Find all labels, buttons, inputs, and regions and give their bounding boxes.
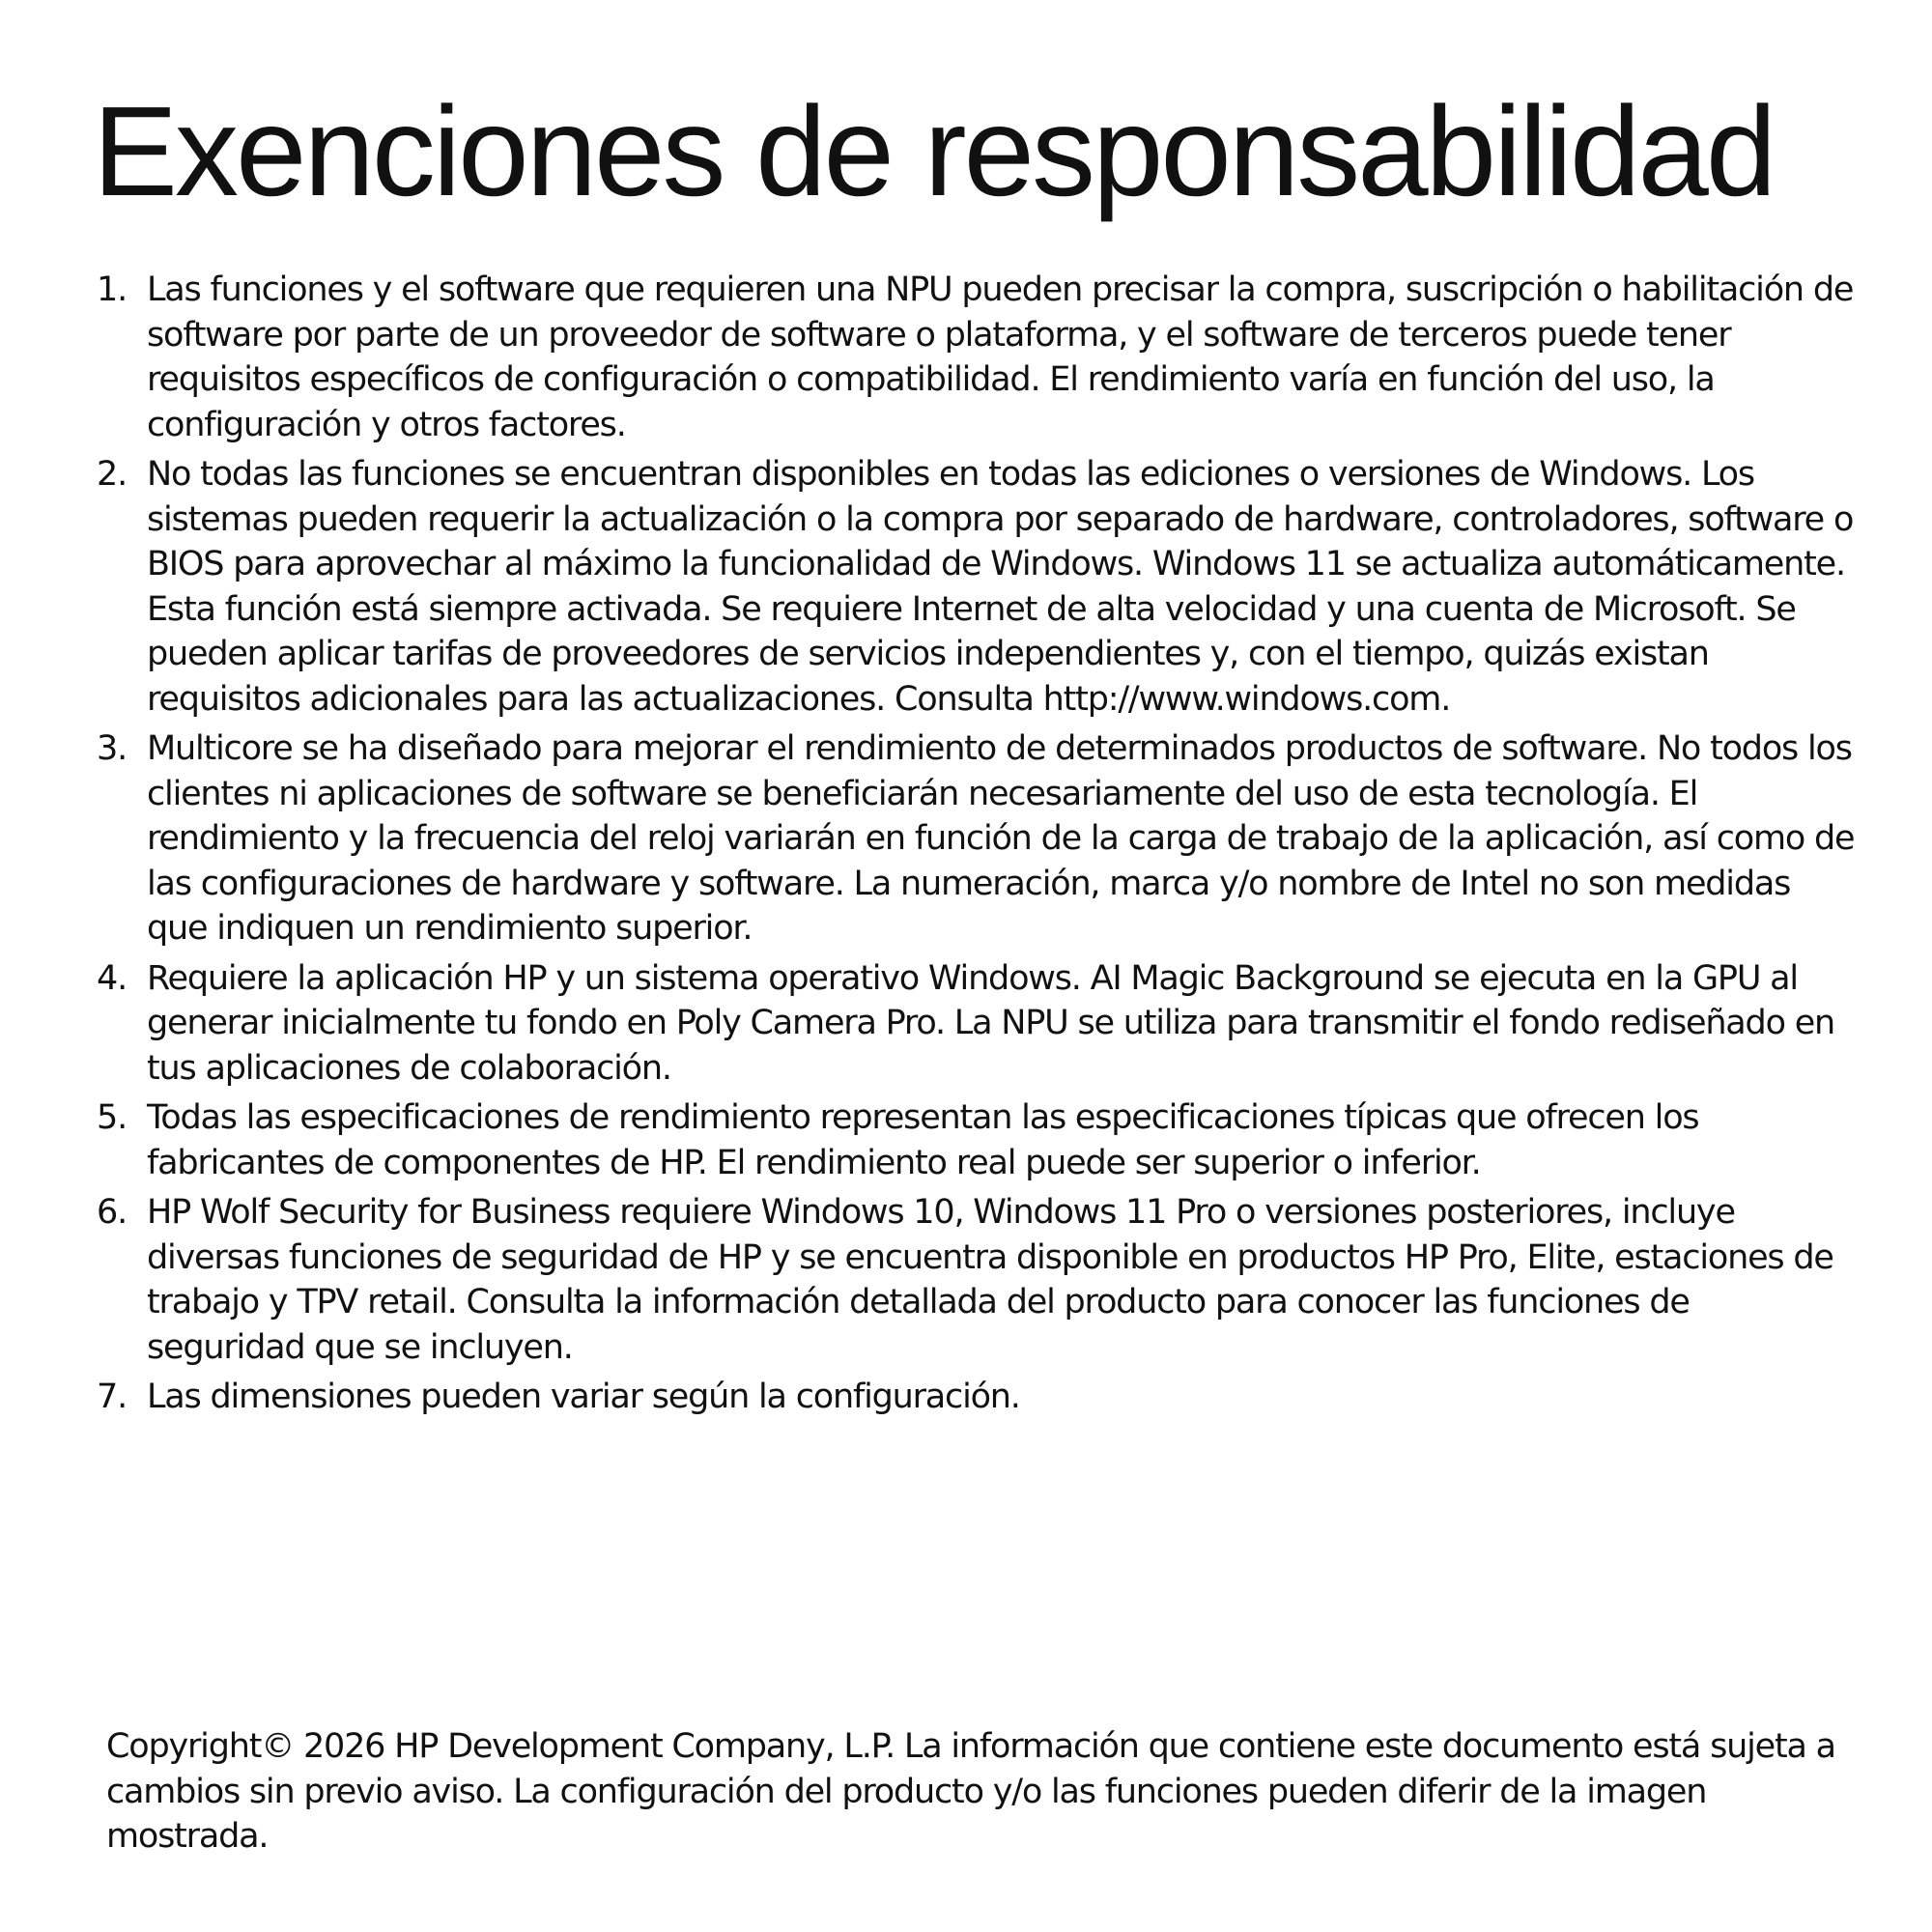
item-text: HP Wolf Security for Business requiere Windows 10, Windows 11 Pro o versiones posteriores, incluye diversas funciones de seguridad de HP y se encuentra disponible en productos HP Pro, Elite, estaciones de trabajo y TPV retail. Consulta la información detallada del producto para conocer las funciones de seguridad que se incluyen.	[147, 1193, 1833, 1367]
item-number: 3.	[97, 729, 127, 768]
item-number: 1.	[97, 270, 127, 309]
page-title: Exenciones de responsabilidad	[93, 80, 1775, 222]
disclaimer-item-4	[97, 956, 1855, 1092]
item-number: 4.	[97, 958, 127, 998]
disclaimer-item-1	[97, 268, 1855, 447]
item-text: Todas las especificaciones de rendimiento representan las especificaciones típicas que ofrecen los fabricantes de componentes de HP. El rendimiento real puede ser superior o inferior.	[147, 1098, 1699, 1182]
disclaimer-item-5	[97, 1095, 1855, 1185]
item-number: 5.	[97, 1098, 127, 1137]
item-text: No todas las funciones se encuentran disponibles en todas las ediciones o versiones de Windows. Los sistemas pueden requerir la actualización o la compra por separado de hardware, controladores, software o BIOS para aprovechar al máximo la funcionalidad de Windows. Windows 11 se actualiza automáticamente. Esta función está siempre activada. Se requiere Internet de alta velocidad y una cuenta de Microsoft. Se pueden aplicar tarifas de proveedores de servicios independientes y, con el tiempo, quizás existan requisitos adicionales para las actualizaciones. Consulta http://www.windows.com.	[147, 455, 1854, 719]
disclaimer-item-7	[97, 1375, 1855, 1420]
item-number: 2.	[97, 455, 127, 494]
disclaimer-item-2	[97, 452, 1855, 722]
disclaimer-item-6	[97, 1190, 1855, 1370]
disclaimer-list	[97, 268, 1855, 1425]
item-number: 6.	[97, 1193, 127, 1232]
copyright-notice: Copyright© 2026 HP Development Company, L.P. La información que contiene este documento está sujeta a cambios sin previo aviso. La configuración del producto y/o las funciones pueden diferir de la imagen mostrada.	[106, 1727, 1835, 1856]
item-text: Requiere la aplicación HP y un sistema operativo Windows. AI Magic Background se ejecuta en la GPU al generar inicialmente tu fondo en Poly Camera Pro. La NPU se utiliza para transmitir el fondo rediseñado en tus aplicaciones de colaboración.	[147, 958, 1835, 1088]
item-text: Las dimensiones pueden variar según la configuración.	[147, 1378, 1020, 1416]
item-text: Multicore se ha diseñado para mejorar el rendimiento de determinados productos de software. No todos los clientes ni aplicaciones de software se beneficiarán necesariamente del uso de esta tecnología. El rendimiento y la frecuencia del reloj variarán en función de la carga de trabajo de la aplicación, así como de las configuraciones de hardware y software. La numeración, marca y/o nombre de Intel no son medidas que indiquen un rendimiento superior.	[147, 729, 1855, 948]
item-number: 7.	[97, 1378, 127, 1416]
item-text: Las funciones y el software que requieren una NPU pueden precisar la compra, suscripción o habilitación de software por parte de un proveedor de software o plataforma, y el software de terceros puede tener requisitos específicos de configuración o compatibilidad. El rendimiento varía en función del uso, la configuración y otros factores.	[147, 270, 1854, 444]
disclaimer-item-3	[97, 726, 1855, 952]
